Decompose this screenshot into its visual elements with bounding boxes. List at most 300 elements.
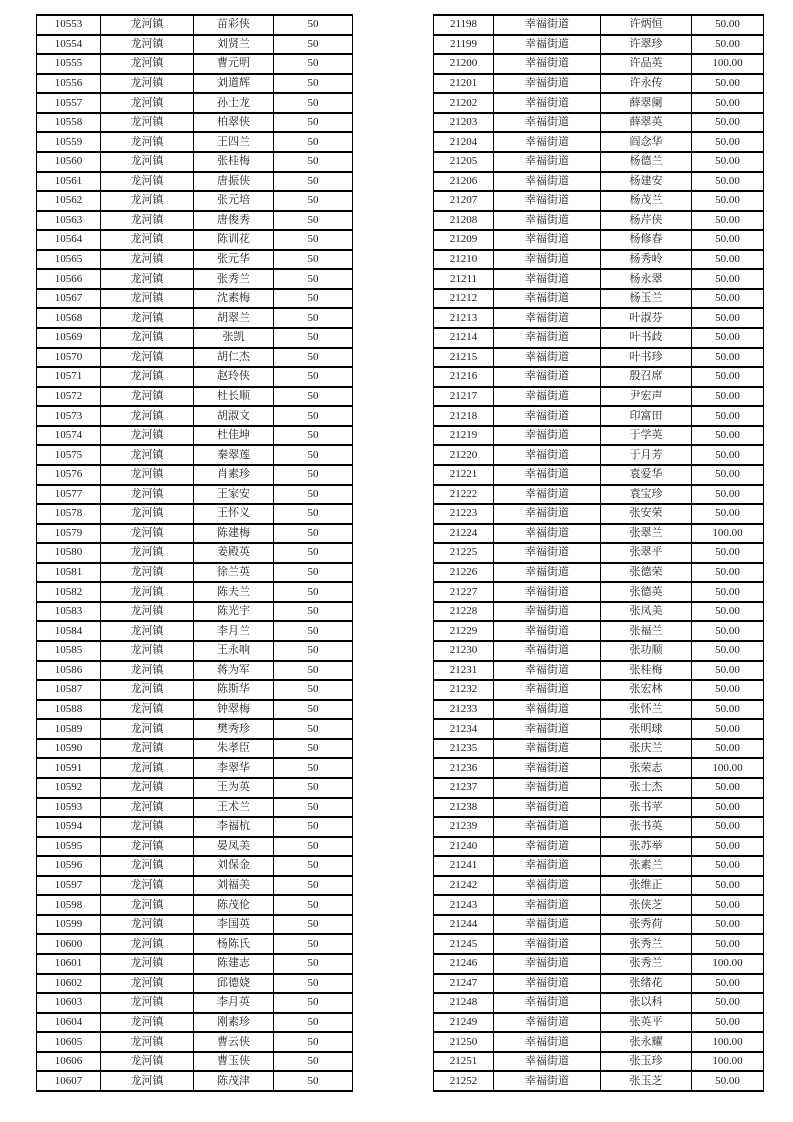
cell-amount: 50 bbox=[274, 700, 353, 720]
cell-amount: 50 bbox=[274, 15, 353, 35]
cell-id: 10584 bbox=[37, 621, 101, 641]
table-row bbox=[37, 817, 353, 837]
cell-region: 龙河镇 bbox=[101, 426, 194, 446]
cell-region: 龙河镇 bbox=[101, 211, 194, 231]
cell-name: 胡淑文 bbox=[194, 406, 274, 426]
table-row bbox=[434, 837, 764, 857]
table-row bbox=[37, 778, 353, 798]
cell-name: 薛翠阑 bbox=[601, 93, 692, 113]
table-row bbox=[434, 289, 764, 309]
cell-region: 龙河镇 bbox=[101, 993, 194, 1013]
cell-id: 10581 bbox=[37, 563, 101, 583]
cell-id: 10605 bbox=[37, 1032, 101, 1052]
cell-amount: 50.00 bbox=[692, 602, 764, 622]
cell-name: 徐兰英 bbox=[194, 563, 274, 583]
cell-name: 张安荣 bbox=[601, 504, 692, 524]
cell-id: 21211 bbox=[434, 269, 494, 289]
cell-name: 尹宏声 bbox=[601, 387, 692, 407]
cell-name: 阎念华 bbox=[601, 132, 692, 152]
cell-name: 杨秀岭 bbox=[601, 250, 692, 270]
cell-id: 21213 bbox=[434, 308, 494, 328]
cell-name: 朱孝臣 bbox=[194, 739, 274, 759]
cell-amount: 50.00 bbox=[692, 817, 764, 837]
cell-amount: 50.00 bbox=[692, 700, 764, 720]
table-row bbox=[37, 1032, 353, 1052]
cell-name: 唐振侠 bbox=[194, 172, 274, 192]
table-row bbox=[37, 348, 353, 368]
cell-id: 10604 bbox=[37, 1013, 101, 1033]
cell-id: 21218 bbox=[434, 406, 494, 426]
cell-amount: 100.00 bbox=[692, 1052, 764, 1072]
table-row bbox=[37, 974, 353, 994]
cell-region: 龙河镇 bbox=[101, 269, 194, 289]
cell-name: 张书英 bbox=[601, 817, 692, 837]
cell-id: 21219 bbox=[434, 426, 494, 446]
cell-name: 杨修春 bbox=[601, 230, 692, 250]
cell-region: 幸福街道 bbox=[494, 211, 601, 231]
cell-id: 10596 bbox=[37, 856, 101, 876]
cell-region: 龙河镇 bbox=[101, 367, 194, 387]
cell-name: 陈茂津 bbox=[194, 1071, 274, 1091]
cell-region: 幸福街道 bbox=[494, 915, 601, 935]
cell-id: 10590 bbox=[37, 739, 101, 759]
cell-name: 杨德兰 bbox=[601, 152, 692, 172]
table-row bbox=[434, 582, 764, 602]
cell-name: 王永响 bbox=[194, 641, 274, 661]
cell-id: 10589 bbox=[37, 719, 101, 739]
table-row bbox=[434, 152, 764, 172]
table-row bbox=[434, 504, 764, 524]
cell-region: 龙河镇 bbox=[101, 328, 194, 348]
cell-name: 曹玉侠 bbox=[194, 1052, 274, 1072]
cell-id: 21227 bbox=[434, 582, 494, 602]
cell-id: 10562 bbox=[37, 191, 101, 211]
cell-name: 张荣志 bbox=[601, 758, 692, 778]
cell-amount: 50.00 bbox=[692, 308, 764, 328]
cell-name: 张士杰 bbox=[601, 778, 692, 798]
cell-id: 21241 bbox=[434, 856, 494, 876]
table-row bbox=[434, 563, 764, 583]
cell-id: 10588 bbox=[37, 700, 101, 720]
cell-region: 幸福街道 bbox=[494, 230, 601, 250]
cell-amount: 50.00 bbox=[692, 74, 764, 94]
cell-name: 唐俊秀 bbox=[194, 211, 274, 231]
table-row bbox=[434, 621, 764, 641]
cell-amount: 50.00 bbox=[692, 152, 764, 172]
cell-name: 张秀荷 bbox=[601, 915, 692, 935]
cell-id: 10583 bbox=[37, 602, 101, 622]
table-row bbox=[434, 132, 764, 152]
cell-region: 幸福街道 bbox=[494, 1052, 601, 1072]
cell-amount: 50.00 bbox=[692, 895, 764, 915]
cell-name: 张英平 bbox=[601, 1013, 692, 1033]
cell-amount: 50 bbox=[274, 1013, 353, 1033]
cell-amount: 50 bbox=[274, 230, 353, 250]
cell-amount: 50.00 bbox=[692, 915, 764, 935]
cell-id: 21238 bbox=[434, 798, 494, 818]
table-row bbox=[37, 993, 353, 1013]
cell-amount: 50 bbox=[274, 680, 353, 700]
cell-name: 陈建志 bbox=[194, 954, 274, 974]
table-row bbox=[434, 1052, 764, 1072]
cell-region: 幸福街道 bbox=[494, 93, 601, 113]
table-row bbox=[37, 543, 353, 563]
table-row bbox=[37, 289, 353, 309]
cell-name: 肖素珍 bbox=[194, 465, 274, 485]
cell-amount: 50 bbox=[274, 817, 353, 837]
cell-id: 21250 bbox=[434, 1032, 494, 1052]
cell-id: 21224 bbox=[434, 524, 494, 544]
cell-id: 10578 bbox=[37, 504, 101, 524]
cell-name: 叶书珍 bbox=[601, 348, 692, 368]
cell-id: 10582 bbox=[37, 582, 101, 602]
cell-amount: 50 bbox=[274, 367, 353, 387]
cell-amount: 50 bbox=[274, 582, 353, 602]
cell-id: 10585 bbox=[37, 641, 101, 661]
cell-amount: 100.00 bbox=[692, 1032, 764, 1052]
cell-region: 幸福街道 bbox=[494, 1071, 601, 1091]
cell-id: 10577 bbox=[37, 485, 101, 505]
cell-name: 张凤美 bbox=[601, 602, 692, 622]
cell-amount: 50.00 bbox=[692, 876, 764, 896]
cell-name: 张秀兰 bbox=[194, 269, 274, 289]
cell-amount: 50 bbox=[274, 445, 353, 465]
cell-region: 幸福街道 bbox=[494, 856, 601, 876]
cell-amount: 50.00 bbox=[692, 993, 764, 1013]
cell-amount: 50.00 bbox=[692, 230, 764, 250]
cell-region: 龙河镇 bbox=[101, 504, 194, 524]
cell-name: 薛翠英 bbox=[601, 113, 692, 133]
cell-region: 幸福街道 bbox=[494, 406, 601, 426]
table-row bbox=[37, 1071, 353, 1091]
table-row bbox=[37, 230, 353, 250]
cell-name: 李福杭 bbox=[194, 817, 274, 837]
cell-id: 21226 bbox=[434, 563, 494, 583]
cell-name: 袁宝珍 bbox=[601, 485, 692, 505]
cell-amount: 50 bbox=[274, 74, 353, 94]
cell-region: 龙河镇 bbox=[101, 1052, 194, 1072]
cell-id: 21242 bbox=[434, 876, 494, 896]
cell-name: 赵玲侠 bbox=[194, 367, 274, 387]
cell-amount: 50 bbox=[274, 113, 353, 133]
cell-region: 龙河镇 bbox=[101, 172, 194, 192]
cell-name: 张苏举 bbox=[601, 837, 692, 857]
cell-id: 10576 bbox=[37, 465, 101, 485]
cell-amount: 50.00 bbox=[692, 211, 764, 231]
cell-id: 10571 bbox=[37, 367, 101, 387]
cell-region: 幸福街道 bbox=[494, 621, 601, 641]
cell-region: 龙河镇 bbox=[101, 485, 194, 505]
cell-name: 刚素珍 bbox=[194, 1013, 274, 1033]
cell-region: 幸福街道 bbox=[494, 876, 601, 896]
right-roster-body bbox=[434, 15, 764, 1091]
cell-id: 10594 bbox=[37, 817, 101, 837]
table-row bbox=[434, 485, 764, 505]
table-row bbox=[434, 250, 764, 270]
cell-name: 于学英 bbox=[601, 426, 692, 446]
cell-id: 21244 bbox=[434, 915, 494, 935]
table-row bbox=[37, 426, 353, 446]
cell-name: 邱德娆 bbox=[194, 974, 274, 994]
cell-id: 10564 bbox=[37, 230, 101, 250]
table-row bbox=[37, 406, 353, 426]
cell-id: 10568 bbox=[37, 308, 101, 328]
cell-region: 幸福街道 bbox=[494, 563, 601, 583]
table-row bbox=[434, 954, 764, 974]
cell-amount: 50.00 bbox=[692, 132, 764, 152]
table-row bbox=[37, 54, 353, 74]
cell-amount: 50.00 bbox=[692, 778, 764, 798]
cell-amount: 50 bbox=[274, 328, 353, 348]
cell-name: 张侠芝 bbox=[601, 895, 692, 915]
cell-id: 10580 bbox=[37, 543, 101, 563]
cell-amount: 50 bbox=[274, 602, 353, 622]
cell-region: 幸福街道 bbox=[494, 524, 601, 544]
cell-amount: 50 bbox=[274, 915, 353, 935]
table-row bbox=[37, 308, 353, 328]
cell-region: 幸福街道 bbox=[494, 778, 601, 798]
cell-id: 21247 bbox=[434, 974, 494, 994]
cell-name: 张庆兰 bbox=[601, 739, 692, 759]
cell-name: 李翠华 bbox=[194, 758, 274, 778]
cell-amount: 50 bbox=[274, 837, 353, 857]
cell-name: 杨芹侠 bbox=[601, 211, 692, 231]
table-row bbox=[37, 954, 353, 974]
cell-id: 21223 bbox=[434, 504, 494, 524]
cell-region: 幸福街道 bbox=[494, 661, 601, 681]
cell-id: 21249 bbox=[434, 1013, 494, 1033]
cell-id: 21214 bbox=[434, 328, 494, 348]
cell-name: 张素兰 bbox=[601, 856, 692, 876]
cell-id: 10566 bbox=[37, 269, 101, 289]
cell-region: 幸福街道 bbox=[494, 817, 601, 837]
cell-region: 龙河镇 bbox=[101, 621, 194, 641]
cell-id: 10607 bbox=[37, 1071, 101, 1091]
cell-amount: 50 bbox=[274, 934, 353, 954]
left-roster-body bbox=[37, 15, 353, 1091]
cell-id: 10554 bbox=[37, 35, 101, 55]
table-row bbox=[37, 1013, 353, 1033]
table-row bbox=[37, 700, 353, 720]
cell-amount: 50 bbox=[274, 465, 353, 485]
cell-id: 10559 bbox=[37, 132, 101, 152]
cell-region: 幸福街道 bbox=[494, 974, 601, 994]
cell-id: 21201 bbox=[434, 74, 494, 94]
cell-region: 幸福街道 bbox=[494, 172, 601, 192]
table-row bbox=[434, 445, 764, 465]
cell-name: 刘福美 bbox=[194, 876, 274, 896]
cell-amount: 50.00 bbox=[692, 328, 764, 348]
cell-region: 幸福街道 bbox=[494, 308, 601, 328]
cell-id: 21203 bbox=[434, 113, 494, 133]
cell-region: 龙河镇 bbox=[101, 54, 194, 74]
table-row bbox=[434, 915, 764, 935]
cell-id: 21246 bbox=[434, 954, 494, 974]
cell-region: 龙河镇 bbox=[101, 543, 194, 563]
cell-region: 幸福街道 bbox=[494, 993, 601, 1013]
cell-name: 陈光宇 bbox=[194, 602, 274, 622]
cell-amount: 50 bbox=[274, 1032, 353, 1052]
cell-name: 刘道辉 bbox=[194, 74, 274, 94]
cell-amount: 50.00 bbox=[692, 348, 764, 368]
cell-amount: 50 bbox=[274, 563, 353, 583]
cell-id: 10558 bbox=[37, 113, 101, 133]
table-row bbox=[37, 856, 353, 876]
cell-region: 幸福街道 bbox=[494, 504, 601, 524]
cell-name: 杨永翠 bbox=[601, 269, 692, 289]
cell-amount: 50 bbox=[274, 895, 353, 915]
cell-amount: 50.00 bbox=[692, 250, 764, 270]
table-row bbox=[37, 719, 353, 739]
cell-id: 21206 bbox=[434, 172, 494, 192]
cell-name: 张凯 bbox=[194, 328, 274, 348]
cell-name: 张元华 bbox=[194, 250, 274, 270]
cell-region: 龙河镇 bbox=[101, 719, 194, 739]
cell-region: 龙河镇 bbox=[101, 700, 194, 720]
cell-id: 10591 bbox=[37, 758, 101, 778]
cell-id: 10557 bbox=[37, 93, 101, 113]
cell-region: 龙河镇 bbox=[101, 856, 194, 876]
cell-amount: 50 bbox=[274, 661, 353, 681]
cell-region: 龙河镇 bbox=[101, 1032, 194, 1052]
table-row bbox=[434, 308, 764, 328]
cell-id: 10593 bbox=[37, 798, 101, 818]
cell-name: 蒋为军 bbox=[194, 661, 274, 681]
cell-name: 张德荣 bbox=[601, 563, 692, 583]
cell-name: 许永传 bbox=[601, 74, 692, 94]
cell-id: 10595 bbox=[37, 837, 101, 857]
table-row bbox=[434, 387, 764, 407]
table-row bbox=[434, 778, 764, 798]
table-row bbox=[37, 250, 353, 270]
cell-amount: 50 bbox=[274, 152, 353, 172]
cell-region: 幸福街道 bbox=[494, 348, 601, 368]
cell-amount: 50.00 bbox=[692, 113, 764, 133]
cell-id: 21204 bbox=[434, 132, 494, 152]
cell-region: 龙河镇 bbox=[101, 1071, 194, 1091]
cell-amount: 100.00 bbox=[692, 524, 764, 544]
cell-name: 叶淑芬 bbox=[601, 308, 692, 328]
left-roster-table bbox=[36, 14, 353, 1092]
cell-region: 幸福街道 bbox=[494, 485, 601, 505]
cell-id: 10567 bbox=[37, 289, 101, 309]
cell-amount: 50.00 bbox=[692, 387, 764, 407]
cell-region: 龙河镇 bbox=[101, 387, 194, 407]
cell-region: 龙河镇 bbox=[101, 582, 194, 602]
cell-name: 樊秀珍 bbox=[194, 719, 274, 739]
cell-id: 21229 bbox=[434, 621, 494, 641]
cell-region: 龙河镇 bbox=[101, 465, 194, 485]
cell-name: 张翠兰 bbox=[601, 524, 692, 544]
cell-region: 幸福街道 bbox=[494, 1013, 601, 1033]
table-row bbox=[37, 465, 353, 485]
cell-id: 10553 bbox=[37, 15, 101, 35]
cell-name: 张永耀 bbox=[601, 1032, 692, 1052]
table-row bbox=[434, 680, 764, 700]
cell-id: 21228 bbox=[434, 602, 494, 622]
cell-id: 21216 bbox=[434, 367, 494, 387]
cell-region: 幸福街道 bbox=[494, 837, 601, 857]
table-row bbox=[434, 406, 764, 426]
table-row bbox=[37, 915, 353, 935]
cell-amount: 50 bbox=[274, 289, 353, 309]
cell-region: 幸福街道 bbox=[494, 15, 601, 35]
table-row bbox=[434, 700, 764, 720]
cell-amount: 50.00 bbox=[692, 445, 764, 465]
cell-amount: 50.00 bbox=[692, 406, 764, 426]
cell-name: 印富田 bbox=[601, 406, 692, 426]
cell-name: 袁爱华 bbox=[601, 465, 692, 485]
cell-amount: 50.00 bbox=[692, 837, 764, 857]
cell-region: 幸福街道 bbox=[494, 269, 601, 289]
cell-id: 10572 bbox=[37, 387, 101, 407]
cell-amount: 50.00 bbox=[692, 621, 764, 641]
cell-amount: 50 bbox=[274, 1071, 353, 1091]
cell-name: 胡仁杰 bbox=[194, 348, 274, 368]
cell-region: 龙河镇 bbox=[101, 191, 194, 211]
cell-name: 张玉珍 bbox=[601, 1052, 692, 1072]
cell-amount: 50.00 bbox=[692, 856, 764, 876]
cell-amount: 50 bbox=[274, 758, 353, 778]
table-row bbox=[434, 974, 764, 994]
cell-name: 陈夫兰 bbox=[194, 582, 274, 602]
cell-name: 叶书歧 bbox=[601, 328, 692, 348]
cell-id: 21198 bbox=[434, 15, 494, 35]
cell-amount: 50.00 bbox=[692, 15, 764, 35]
cell-amount: 100.00 bbox=[692, 54, 764, 74]
cell-name: 杨茂兰 bbox=[601, 191, 692, 211]
cell-id: 21220 bbox=[434, 445, 494, 465]
cell-amount: 50.00 bbox=[692, 93, 764, 113]
table-row bbox=[37, 74, 353, 94]
table-row bbox=[434, 524, 764, 544]
cell-id: 10556 bbox=[37, 74, 101, 94]
cell-region: 龙河镇 bbox=[101, 915, 194, 935]
cell-id: 10560 bbox=[37, 152, 101, 172]
table-row bbox=[434, 719, 764, 739]
cell-amount: 100.00 bbox=[692, 954, 764, 974]
cell-name: 钟翠梅 bbox=[194, 700, 274, 720]
cell-id: 10601 bbox=[37, 954, 101, 974]
cell-region: 龙河镇 bbox=[101, 876, 194, 896]
cell-name: 姜殿英 bbox=[194, 543, 274, 563]
table-row bbox=[434, 230, 764, 250]
cell-id: 21235 bbox=[434, 739, 494, 759]
cell-name: 孙士龙 bbox=[194, 93, 274, 113]
table-row bbox=[434, 191, 764, 211]
cell-region: 龙河镇 bbox=[101, 524, 194, 544]
cell-region: 幸福街道 bbox=[494, 113, 601, 133]
cell-region: 龙河镇 bbox=[101, 817, 194, 837]
table-row bbox=[434, 895, 764, 915]
table-row bbox=[37, 739, 353, 759]
cell-region: 龙河镇 bbox=[101, 230, 194, 250]
table-row bbox=[434, 934, 764, 954]
cell-id: 21205 bbox=[434, 152, 494, 172]
cell-id: 10573 bbox=[37, 406, 101, 426]
cell-id: 10597 bbox=[37, 876, 101, 896]
cell-id: 21210 bbox=[434, 250, 494, 270]
cell-name: 李国英 bbox=[194, 915, 274, 935]
cell-region: 幸福街道 bbox=[494, 934, 601, 954]
cell-amount: 50.00 bbox=[692, 798, 764, 818]
table-row bbox=[37, 35, 353, 55]
cell-id: 21239 bbox=[434, 817, 494, 837]
table-row bbox=[37, 367, 353, 387]
cell-amount: 50.00 bbox=[692, 739, 764, 759]
cell-name: 杨玉兰 bbox=[601, 289, 692, 309]
table-row bbox=[37, 485, 353, 505]
